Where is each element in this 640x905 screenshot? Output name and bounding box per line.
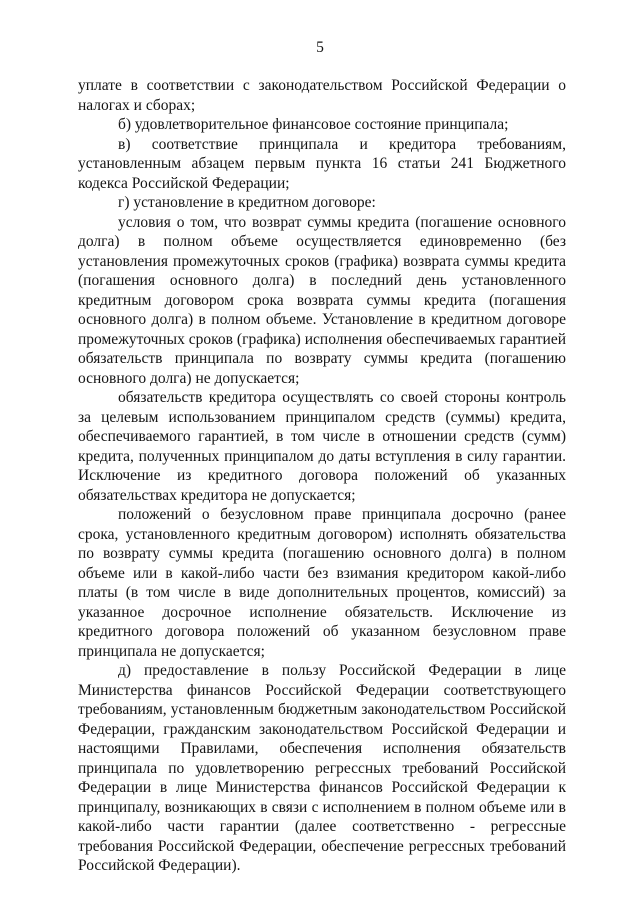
paragraph-continuation: уплате в соответствии с законодательством Российской Федерации о налогах и сборах; xyxy=(78,77,566,114)
paragraph-early-repayment-right: положений о безусловном праве принципала досрочно (ранее срока, установленного кредитным договором) исполнять обязательства по возврату суммы кредита (погашению основного долга) в полном объеме или в какой-либо части без взимания кредитором какой-либо платы (в том числе в виде дополнительных процентов, комиссий) за указанное досрочное исполнение обязательств. Исключение из кредитного договора положений об указанном безусловном праве принципала не допускается; xyxy=(78,506,566,660)
paragraph-item-v: в) соответствие принципала и кредитора требованиям, установленным абзацем первым пункта 16 статьи 241 Бюджетного кодекса Российской Федерации; xyxy=(78,135,566,192)
paragraph-item-b: б) удовлетворительное финансовое состояние принципала; xyxy=(118,116,509,133)
paragraph-item-g: г) установление в кредитном договоре: xyxy=(118,194,376,211)
paragraph-item-d: д) предоставление в пользу Российской Федерации в лице Министерства финансов Российской Федерации соответствующего требованиям, установленным бюджетным законодательством Российской Федерации, гражданским законодательством Российской Федерации и настоящими Правилами, обеспечения исполнения обязательств принципала по удовлетворению регрессных требований Российской Федерации в лице Министерства финансов Российской Федерации к принципалу, возникающих в связи с исполнением в полном объеме или в какой-либо части гарантии (далее соответственно - регрессные требования Российской Федерации, обеспечение регрессных требований Российской Федерации). xyxy=(78,662,566,874)
paragraph-loan-repayment-condition: условия о том, что возврат суммы кредита (погашение основного долга) в полном объеме осуществляется единовременно (без установления промежуточных сроков (графика) возврата суммы кредита (погашения основного долга) в последний день установленного кредитным договором срока возврата суммы кредита (погашения основного долга) в полном объеме. Установление в кредитном договоре промежуточных сроков (графика) исполнения обеспечиваемых гарантией обязательств принципала по возврату суммы кредита (погашению основного долга) не допускается; xyxy=(78,213,566,387)
paragraph-creditor-control-obligation: обязательств кредитора осуществлять со своей стороны контроль за целевым использованием принципалом средств (суммы) кредита, обеспечиваемого гарантией, в том числе в отношении средств (сумм) кредита, полученных принципалом до даты вступления в силу гарантии. Исключение из кредитного договора положений об указанных обязательствах кредитора не допускается; xyxy=(78,389,566,504)
document-body xyxy=(78,76,566,876)
page-number: 5 xyxy=(316,39,324,56)
